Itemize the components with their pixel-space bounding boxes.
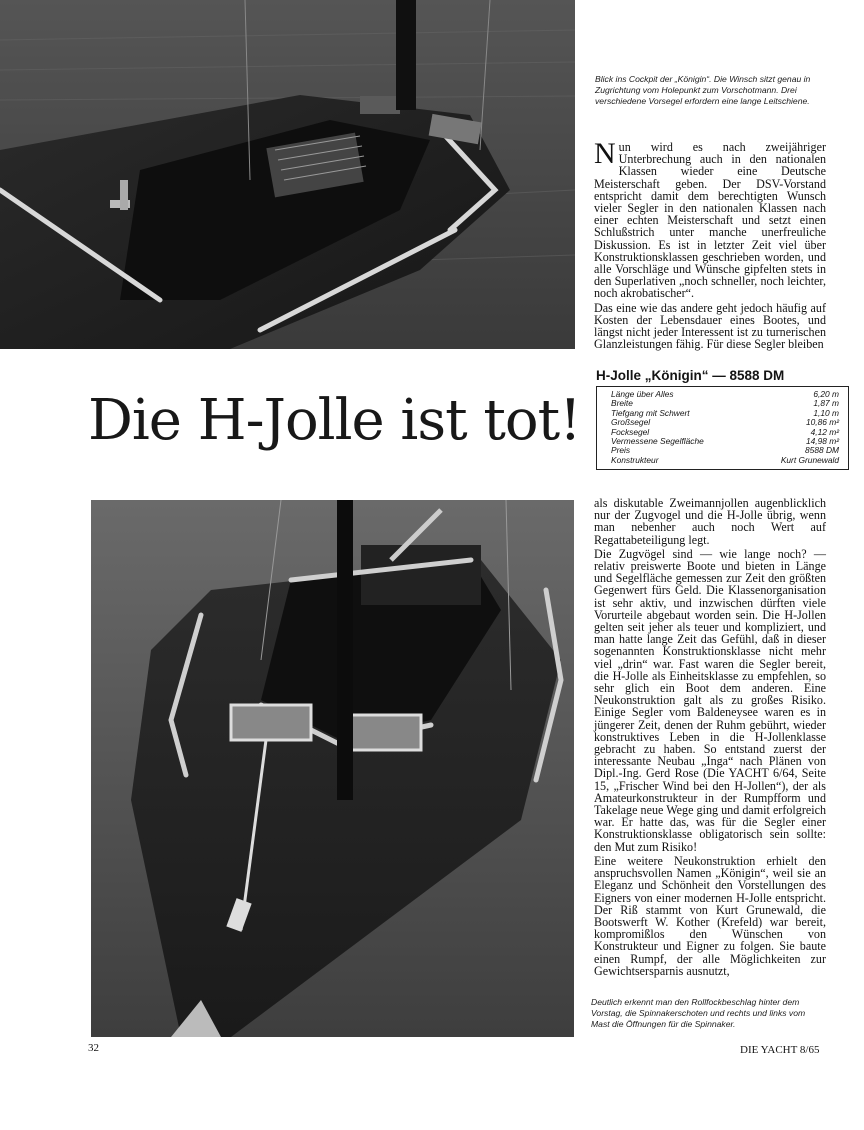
spec-label: Tiefgang mit Schwert [611,407,690,418]
dinghy-photo-drawing [91,500,574,1037]
spec-label: Focksegel [611,426,650,437]
top-photo-caption: Blick ins Cockpit der „Königin“. Die Winsch sitzt genau in Zugrichtung vom Holepunkt zum Vorschotmann. Drei verschiedene Vorsegel erfordern eine lange Leitschiene. [595,74,811,106]
article-paragraph: un wird es nach zweijähriger Unterbrechung auch in den nationalen Klassen wieder eine Deutsche Meisterschaft geben. Der DSV-Vorstand entspricht damit dem berechtigten Wunsch vieler Segler in den nationalen Klassen nach einer echten Meisterschaft und setzt einen Schlußstrich unter manche unerfreuliche Diskussion. Es ist in letzter Zeit viel über Konstruktionsklassen geschrieben worden, und alle Vorschläge und Wünsche gipfelten stets in den Superlativen „noch schneller, noch leichter, noch akrobatischer“. [594,140,826,301]
spec-value: 1,87 m [813,398,839,409]
bottom-photo-caption: Deutlich erkennt man den Rollfockbeschlag hinter dem Vorstag, die Spinnakerschoten und rechts und links vom Mast die Öffnungen für die Spinnaker. [591,997,806,1029]
cockpit-photo-drawing [0,0,575,349]
dinghy-photo [91,500,574,1037]
headline: Die H-Jolle ist tot! [88,388,581,453]
spec-label: Länge über Alles [611,389,674,399]
spec-label: Großsegel [611,417,651,428]
article-column-1 [594,137,826,352]
cockpit-photo [0,0,575,349]
spec-table [611,390,839,465]
article-paragraph: als diskutable Zweimannjollen augenblicklich nur der Zugvogel und die H-Jolle übrig, wenn man nebenher auch noch Wert auf Regattabeteiligung legt. [594,496,826,547]
drop-cap: N [594,137,616,170]
spec-value: 14,98 m² [805,436,839,447]
spec-box [596,386,849,470]
spec-title: H-Jolle „Königin“ — 8588 DM [596,368,785,383]
article-paragraph: Das eine wie das andere geht jedoch häufig auf Kosten der Lebensdauer eines Bootes, und längst nicht jeder Interessent ist zu turnerischen Glanzleistungen fähig. Für diese Segler bleiben [594,300,826,352]
spec-value: 10,86 m² [805,417,839,428]
spec-label: Breite [611,398,633,409]
spec-value: 1,10 m [813,407,839,418]
spec-label: Preis [611,445,631,456]
spec-value: 4,12 m² [810,426,839,437]
spec-row [611,390,839,399]
article-paragraph: Eine weitere Neukonstruktion erhielt den anspruchsvollen Namen „Königin“, weil sie an Eleganz und Schönheit den Vorstellungen des Eigners von einer modernen H-Jolle entspricht. Der Riß stammt von Kurt Grunewald, die Bootswerft W. Kother (Krefeld) war bereit, kompromißlos den Wünschen von Konstrukteur und Eigner zu folgen. Sie baute einen Rumpf, der alle Möglichkeiten zur Gewichtsersparnis ausnutzt, [594,853,826,978]
spec-value: 8588 DM [805,445,839,456]
issue-label: DIE YACHT 8/65 [740,1044,820,1056]
spec-value: 6,20 m [813,389,839,399]
page-number: 32 [88,1042,99,1054]
spec-label: Konstrukteur [611,454,659,465]
spec-value: Kurt Grunewald [780,454,839,465]
spec-label: Vermessene Segelfläche [611,436,704,447]
article-column-2 [594,497,826,979]
spec-row [611,456,839,465]
article-paragraph: Die Zugvögel sind — wie lange noch? — relativ preiswerte Boote und bieten in Länge und Segelfläche gemessen zur Zeit den größten Gegenwert fürs Geld. Die Klassenorganisation ist sehr aktiv, und inzwischen dürften viele Vorurteile abgebaut worden sein. Die H-Jollen gelten seit jeher als teuer und kompliziert, und man hatte lange Zeit das Gefühl, daß in dieser sogenannten Konstruktionsklasse nicht mehr viel „drin“ war. Fast waren die Segler bereit, die H-Jolle als Einheitsklasse zu empfehlen, so sehr glich ein Boot dem anderen. Eine Neukonstruktion galt als zu großes Risiko. Einige Segler vom Baldeneysee waren es in jüngerer Zeit, denen der Ruhm gebührt, wieder konstruktives Leben in die H-Jollenklasse gebracht zu haben. So entstand zuerst der interessante Neubau „Inga“ nach Plänen von Dipl.-Ing. Gerd Rose (Die YACHT 6/64, Seite 15, „Frischer Wind bei den H-Jollen“), der als Amateurkonstrukteur in der Rumpfform und Takelage neue Wege ging und damit erfolgreich war. Er hatte das, was für die Segler einer Konstruktionsklasse obligatorisch sein sollte: den Mut zum Risiko! [594,546,826,854]
